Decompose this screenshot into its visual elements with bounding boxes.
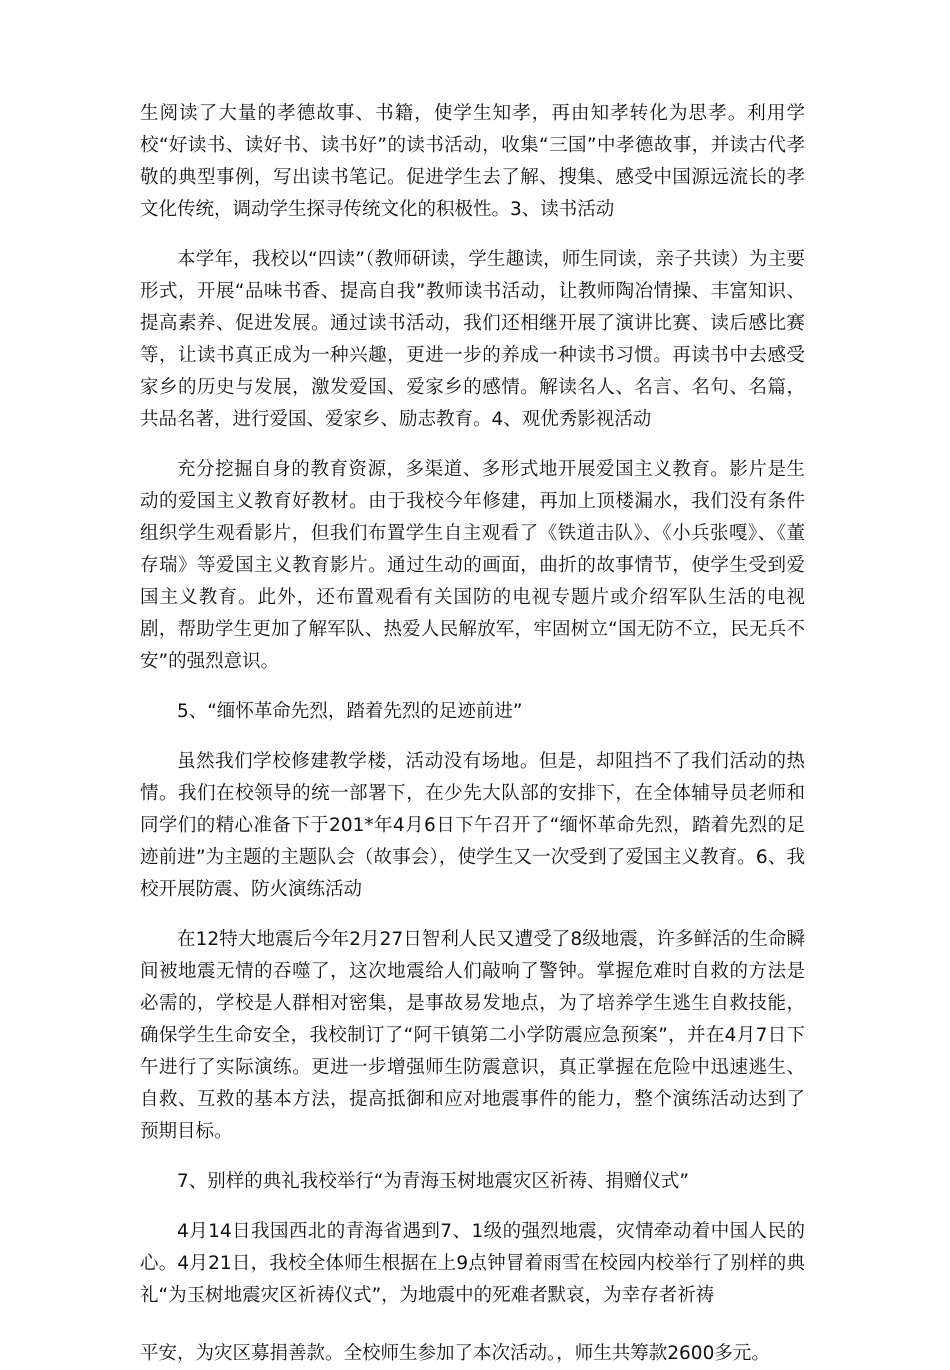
- paragraph-donation-total: 平安，为灾区募捐善款。全校师生参加了本次活动。，师生共筹款2600多元。: [140, 1343, 770, 1364]
- paragraph-earthquake-drill: 在12特大地震后今年2月27日智利人民又遭受了8级地震，许多鲜活的生命瞬间被地震无情的吞噬了，这次地震给人们敲响了警钟。掌握危难时自救的方法是必需的，学校是人群相对密集，是事故易发地点，为了培养学生逃生自救技能，确保学生生命安全，我校制订了“阿干镇第二小学防震应急预案”，并在4月7日下午进行了实际演练。更进一步增强师生防震意识，真正掌握在危险中迅速逃生、自救、互救的基本方法，提高抵御和应对地震事件的能力，整个演练活动达到了预期目标。: [140, 929, 805, 1142]
- paragraph-filial-reading: 生阅读了大量的孝德故事、书籍，使学生知孝，再由知孝转化为思孝。利用学校“好读书、读好书、读书好”的读书活动，收集“三国”中孝德故事，并读古代孝敬的典型事例，写出读书笔记。促进学生去了解、搜集、感受中国源远流长的孝文化传统，调动学生探寻传统文化的积极性。3、读书活动: [140, 103, 805, 220]
- paragraph-yushu-ceremony: 4月14日我国西北的青海省遇到7、1级的强烈地震，灾情牵动着中国人民的心。4月21日，我校全体师生根据在上9点钟冒着雨雪在校园内校举行了别样的典礼“为玉树地震灾区祈祷仪式”，为地震中的死难者默哀，为幸存者祈祷: [140, 1221, 805, 1306]
- document-page: [140, 98, 805, 1370]
- heading-commemorate-martyrs: 5、“缅怀革命先烈，踏着先烈的足迹前进”: [177, 701, 523, 722]
- paragraph-film-activity: 充分挖掘自身的教育资源，多渠道、多形式地开展爱国主义教育。影片是生动的爱国主义教育好教材。由于我校今年修建，再加上顶楼漏水，我们没有条件组织学生观看影片，但我们布置学生自主观看了《铁道击队》、《小兵张嘎》、《董存瑞》等爱国主义教育影片。通过生动的画面，曲折的故事情节，使学生受到爱国主义教育。此外，还布置观看有关国防的电视专题片或介绍军队生活的电视剧，帮助学生更加了解军队、热爱人民解放军，牢固树立“国无防不立，民无兵不安”的强烈意识。: [140, 459, 805, 672]
- paragraph-team-meeting: 虽然我们学校修建教学楼，活动没有场地。但是，却阻挡不了我们活动的热情。我们在校领导的统一部署下，在少先大队部的安排下，在全体辅导员老师和同学们的精心准备下于201*年4月6日下午召开了“缅怀革命先烈，踏着先烈的足迹前进”为主题的主题队会（故事会），使学生又一次受到了爱国主义教育。6、我校开展防震、防火演练活动: [140, 751, 805, 900]
- heading-yushu-ceremony: 7、别样的典礼我校举行“为青海玉树地震灾区祈祷、捐赠仪式”: [177, 1171, 689, 1192]
- paragraph-reading-activity: 本学年，我校以“四读”（教师研读，学生趣读，师生同读，亲子共读）为主要形式，开展“品味书香、提高自我”教师读书活动，让教师陶冶情操、丰富知识、提高素养、促进发展。通过读书活动，我们还相继开展了演讲比赛、读后感比赛等，让读书真正成为一种兴趣，更进一步的养成一种读书习惯。再读书中去感受家乡的历史与发展，激发爱国、爱家乡的感情。解读名人、名言、名句、名篇，共品名著，进行爱国、爱家乡、励志教育。4、观优秀影视活动: [140, 249, 805, 430]
